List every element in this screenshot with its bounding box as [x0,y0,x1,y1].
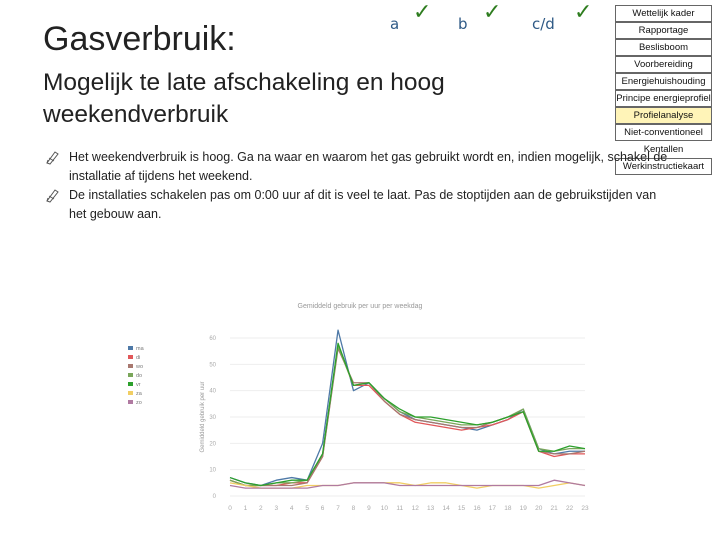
gas-usage-chart [120,300,600,520]
nav-item-voorbereiding[interactable]: Voorbereiding [615,56,712,73]
y-tick-label: 10 [209,467,216,474]
chart-canvas [120,300,600,520]
nav-item-profielanalyse[interactable]: Profielanalyse [615,107,712,124]
x-tick-label: 13 [427,505,435,512]
x-tick-label: 7 [336,505,340,512]
x-tick-label: 18 [504,505,512,512]
x-tick-label: 15 [457,505,466,512]
legend-swatch [128,373,133,377]
legend-label: zo [136,400,142,406]
x-tick-label: 6 [320,505,325,512]
series-line [230,330,585,485]
chart-title: Gemiddeld gebruik per uur per weekdag [297,303,423,310]
nav-item-kentallen[interactable]: Kentallen [643,144,684,155]
x-tick-label: 9 [367,505,371,512]
legend-swatch [128,391,133,395]
bullet-item [45,148,675,186]
checkmark-icon: ✓ [413,0,432,25]
legend-label: vr [136,382,141,388]
bullet-text: De installaties schakelen pas om 0:00 uur af dit is veel te laat. Pas de stoptijden aan de gebruikstijden van het gebouw aan. [69,188,657,221]
nav-item-werkinstructiekaart[interactable]: Werkinstructiekaart [615,158,712,175]
y-tick-label: 20 [209,441,216,448]
legend-label: di [136,355,141,361]
x-tick-label: 21 [550,505,558,512]
y-tick-label: 30 [209,415,216,421]
pen-bullet-icon [45,149,61,165]
legend-label: do [136,373,143,379]
x-tick-label: 1 [243,505,248,512]
x-tick-label: 2 [259,505,263,512]
page-title: Gasverbruik: [43,20,236,58]
x-tick-label: 19 [519,505,527,512]
check-label-b: b [458,15,468,33]
x-tick-label: 3 [274,505,279,512]
bullet-item [45,186,675,224]
x-tick-label: 12 [411,505,419,512]
y-tick-label: 50 [209,362,216,369]
nav-item-principe-energieprofiel[interactable]: Principe energieprofiel [615,90,712,107]
legend-swatch [128,400,133,404]
x-tick-label: 4 [289,505,294,512]
x-tick-label: 17 [488,505,497,512]
page-subtitle: Mogelijk te late afschakeling en hoog weekendverbruik [43,69,445,128]
x-tick-label: 14 [442,505,450,512]
y-tick-label: 40 [209,388,216,395]
x-tick-label: 16 [473,505,481,512]
x-tick-label: 8 [351,505,356,512]
nav-item-rapportage[interactable]: Rapportage [615,22,712,39]
nav-item-wettelijk-kader[interactable]: Wettelijk kader [615,5,712,22]
x-tick-label: 10 [380,505,388,512]
y-axis-label: Gemiddeld gebruik per uur [200,381,206,453]
check-label-a: a [390,15,400,33]
check-label-cd: c/d [532,15,555,33]
legend-label: wo [136,364,144,370]
legend-swatch [128,382,133,386]
legend-swatch [128,346,133,350]
nav-item-energiehuishouding[interactable]: Energiehuishouding [615,73,712,90]
y-tick-label: 60 [209,336,216,342]
legend-label: ma [136,346,144,352]
pen-bullet-icon [45,187,61,203]
y-tick-label: 0 [212,494,216,500]
nav-item-niet-conventioneel[interactable]: Niet-conventioneel [615,124,712,141]
x-tick-label: 23 [581,505,589,512]
legend-swatch [128,364,133,368]
nav-item-beslisboom[interactable]: Beslisboom [615,39,712,56]
legend-label: za [136,391,142,397]
checkmark-icon: ✓ [483,0,502,25]
x-tick-label: 0 [228,505,232,512]
x-tick-label: 20 [535,505,543,512]
bullet-list [45,148,675,224]
x-tick-label: 5 [305,505,309,512]
bullet-text: Het weekendverbruik is hoog. Ga na waar en waarom het gas gebruikt wordt en, indien mogelijk, schakel de installatie af tijdens het weekend. [69,150,668,183]
legend-swatch [128,355,133,359]
x-tick-label: 11 [396,505,404,512]
checkmark-icon: ✓ [574,0,593,25]
x-tick-label: 22 [565,505,574,512]
